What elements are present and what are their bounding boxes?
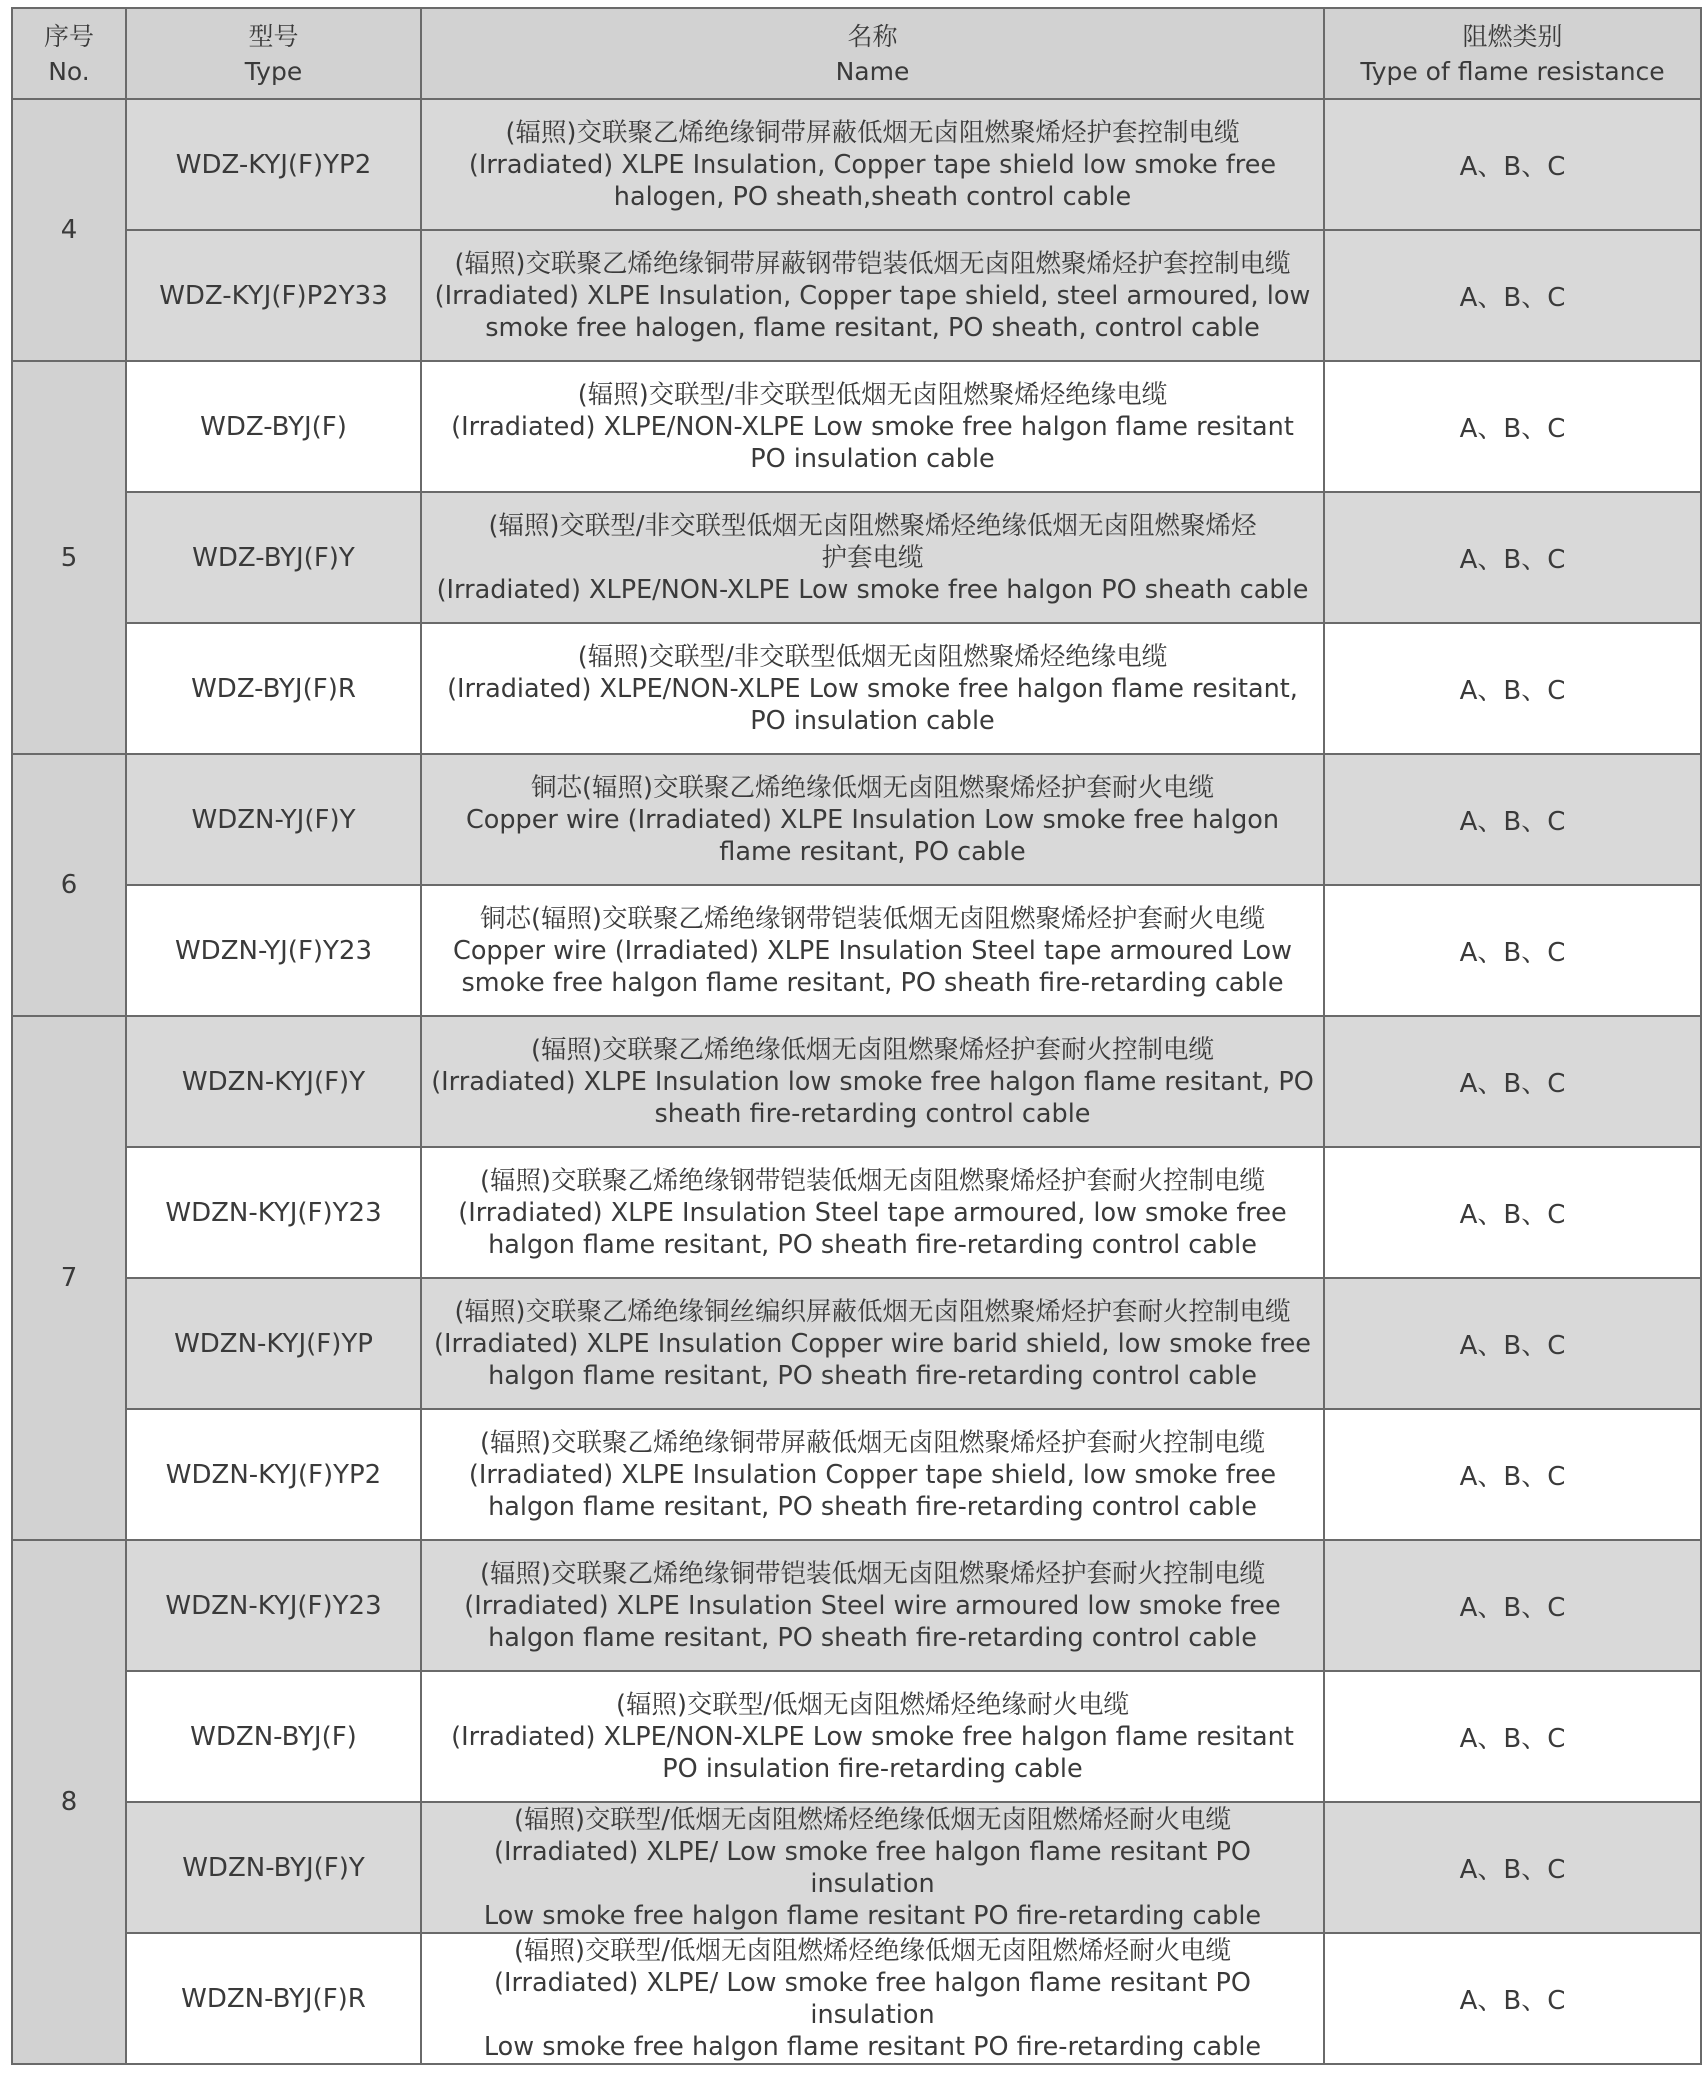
name-cell	[421, 99, 1324, 230]
cable-spec-table	[11, 7, 1702, 2065]
name-line: (辐照)交联聚乙烯绝缘铜带屏蔽低烟无卤阻燃聚烯烃护套耐火控制电缆	[480, 1427, 1265, 1458]
name-line: (Irradiated) XLPE/NON-XLPE Low smoke free halgon flame resitant,	[447, 673, 1298, 704]
name-line: (Irradiated) XLPE Insulation Copper wire barid shield, low smoke free	[434, 1328, 1311, 1359]
table-row	[12, 1540, 1701, 1671]
name-line: PO insulation cable	[750, 443, 995, 474]
name-cell	[421, 361, 1324, 492]
name-line: (辐照)交联聚乙烯绝缘铜带屏蔽钢带铠装低烟无卤阻燃聚烯烃护套控制电缆	[454, 248, 1291, 279]
name-cell	[421, 623, 1324, 754]
name-line: (辐照)交联聚乙烯绝缘钢带铠装低烟无卤阻燃聚烯烃护套耐火控制电缆	[480, 1165, 1265, 1196]
header-no-en: No.	[48, 56, 90, 86]
header-type-en: Type	[244, 56, 303, 86]
name-line: PO insulation fire-retarding cable	[662, 1753, 1083, 1784]
name-cell	[421, 1933, 1324, 2064]
flame-cell: A、B、C	[1324, 1933, 1701, 2064]
group-number: 6	[12, 754, 126, 1016]
table-row	[12, 492, 1701, 623]
table-row	[12, 1933, 1701, 2064]
table-row	[12, 1278, 1701, 1409]
name-cell	[421, 885, 1324, 1016]
name-line: (辐照)交联聚乙烯绝缘铜丝编织屏蔽低烟无卤阻燃聚烯烃护套耐火控制电缆	[454, 1296, 1291, 1327]
name-line: (Irradiated) XLPE/ Low smoke free halgon flame resitant PO insulation	[494, 1836, 1251, 1899]
type-cell: WDZ-BYJ(F)	[126, 361, 421, 492]
group-number: 8	[12, 1540, 126, 2064]
flame-cell: A、B、C	[1324, 230, 1701, 361]
name-line: (Irradiated) XLPE/NON-XLPE Low smoke free halgon flame resitant	[451, 1721, 1294, 1752]
header-name-en: Name	[835, 56, 910, 86]
type-cell: WDZ-BYJ(F)Y	[126, 492, 421, 623]
type-cell: WDZN-BYJ(F)R	[126, 1933, 421, 2064]
name-line: (辐照)交联聚乙烯绝缘铜带屏蔽低烟无卤阻燃聚烯烃护套控制电缆	[505, 117, 1240, 148]
name-line: (Irradiated) XLPE/ Low smoke free halgon flame resitant PO insulation	[494, 1967, 1251, 2030]
name-line: (Irradiated) XLPE Insulation Copper tape shield, low smoke free	[468, 1459, 1277, 1490]
name-line: Copper wire (Irradiated) XLPE Insulation Low smoke free halgon	[465, 804, 1280, 835]
name-line: PO insulation cable	[750, 705, 995, 736]
name-line: Copper wire (Irradiated) XLPE Insulation Steel tape armoured Low	[453, 935, 1292, 966]
name-cell	[421, 1016, 1324, 1147]
header-type	[126, 8, 421, 99]
table-row	[12, 1016, 1701, 1147]
flame-cell: A、B、C	[1324, 1016, 1701, 1147]
name-line: (辐照)交联型/低烟无卤阻燃烯烃绝缘耐火电缆	[616, 1689, 1129, 1720]
name-line: halgon flame resitant, PO sheath fire-retarding control cable	[488, 1229, 1257, 1260]
header-flame	[1324, 8, 1701, 99]
group-number: 7	[12, 1016, 126, 1540]
name-cell	[421, 1671, 1324, 1802]
flame-cell: A、B、C	[1324, 1802, 1701, 1933]
flame-cell: A、B、C	[1324, 1409, 1701, 1540]
flame-cell: A、B、C	[1324, 885, 1701, 1016]
name-line: halgon flame resitant, PO sheath fire-retarding control cable	[488, 1491, 1257, 1522]
table-row	[12, 623, 1701, 754]
flame-cell: A、B、C	[1324, 492, 1701, 623]
table-header-row	[12, 8, 1701, 99]
name-line: 铜芯(辐照)交联聚乙烯绝缘钢带铠装低烟无卤阻燃聚烯烃护套耐火电缆	[480, 903, 1265, 934]
header-flame-cn: 阻燃类别	[1462, 21, 1563, 51]
name-cell	[421, 754, 1324, 885]
name-line: (Irradiated) XLPE Insulation Steel tape armoured, low smoke free	[458, 1197, 1287, 1228]
flame-cell: A、B、C	[1324, 361, 1701, 492]
table-row	[12, 1409, 1701, 1540]
flame-cell: A、B、C	[1324, 754, 1701, 885]
name-cell	[421, 1147, 1324, 1278]
name-line: (辐照)交联型/低烟无卤阻燃烯烃绝缘低烟无卤阻燃烯烃耐火电缆	[514, 1804, 1231, 1835]
name-cell	[421, 1409, 1324, 1540]
type-cell: WDZN-KYJ(F)YP	[126, 1278, 421, 1409]
table-row	[12, 99, 1701, 230]
flame-cell: A、B、C	[1324, 1278, 1701, 1409]
name-cell	[421, 1278, 1324, 1409]
flame-cell: A、B、C	[1324, 1671, 1701, 1802]
table-row	[12, 230, 1701, 361]
type-cell: WDZN-BYJ(F)Y	[126, 1802, 421, 1933]
header-no	[12, 8, 126, 99]
type-cell: WDZ-BYJ(F)R	[126, 623, 421, 754]
header-no-cn: 序号	[43, 21, 94, 51]
flame-cell: A、B、C	[1324, 1147, 1701, 1278]
group-number: 4	[12, 99, 126, 361]
type-cell: WDZN-KYJ(F)Y23	[126, 1147, 421, 1278]
name-line: (Irradiated) XLPE/NON-XLPE Low smoke free halgon flame resitant	[451, 411, 1294, 442]
name-line: smoke free halogen, flame resitant, PO sheath, control cable	[485, 312, 1260, 343]
name-line: (辐照)交联型/非交联型低烟无卤阻燃聚烯烃绝缘低烟无卤阻燃聚烯烃	[488, 510, 1257, 541]
group-number: 5	[12, 361, 126, 754]
name-line: halgon flame resitant, PO sheath fire-retarding control cable	[488, 1622, 1257, 1653]
name-line: (Irradiated) XLPE/NON-XLPE Low smoke free halgon PO sheath cable	[436, 574, 1309, 605]
name-line: 铜芯(辐照)交联聚乙烯绝缘低烟无卤阻燃聚烯烃护套耐火电缆	[531, 772, 1214, 803]
type-cell: WDZN-KYJ(F)Y	[126, 1016, 421, 1147]
type-cell: WDZN-YJ(F)Y23	[126, 885, 421, 1016]
header-type-cn: 型号	[248, 21, 299, 51]
table-row	[12, 1671, 1701, 1802]
name-line: Low smoke free halgon flame resitant PO fire-retarding cable	[483, 2031, 1262, 2062]
name-line: smoke free halgon flame resitant, PO sheath fire-retarding cable	[461, 967, 1284, 998]
name-line: (辐照)交联型/非交联型低烟无卤阻燃聚烯烃绝缘电缆	[577, 379, 1168, 410]
flame-cell: A、B、C	[1324, 623, 1701, 754]
name-cell	[421, 1540, 1324, 1671]
name-line: halogen, PO sheath,sheath control cable	[613, 181, 1132, 212]
name-line: (Irradiated) XLPE Insulation low smoke free halgon flame resitant, PO	[431, 1066, 1314, 1097]
name-line: (辐照)交联聚乙烯绝缘低烟无卤阻燃聚烯烃护套耐火控制电缆	[531, 1034, 1214, 1065]
header-flame-en: Type of flame resistance	[1360, 56, 1665, 86]
name-line: (辐照)交联型/非交联型低烟无卤阻燃聚烯烃绝缘电缆	[577, 641, 1168, 672]
type-cell: WDZ-KYJ(F)P2Y33	[126, 230, 421, 361]
type-cell: WDZN-KYJ(F)Y23	[126, 1540, 421, 1671]
name-line: (辐照)交联聚乙烯绝缘铜带铠装低烟无卤阻燃聚烯烃护套耐火控制电缆	[480, 1558, 1265, 1589]
table-row	[12, 361, 1701, 492]
type-cell: WDZN-BYJ(F)	[126, 1671, 421, 1802]
flame-cell: A、B、C	[1324, 99, 1701, 230]
type-cell: WDZN-KYJ(F)YP2	[126, 1409, 421, 1540]
name-line: 护套电缆	[821, 542, 924, 573]
name-line: Low smoke free halgon flame resitant PO fire-retarding cable	[483, 1900, 1262, 1931]
header-name-cn: 名称	[847, 21, 898, 51]
flame-cell: A、B、C	[1324, 1540, 1701, 1671]
name-cell	[421, 492, 1324, 623]
name-line: (辐照)交联型/低烟无卤阻燃烯烃绝缘低烟无卤阻燃烯烃耐火电缆	[514, 1935, 1231, 1966]
name-cell	[421, 1802, 1324, 1933]
name-line: (Irradiated) XLPE Insulation Steel wire armoured low smoke free	[464, 1590, 1281, 1621]
table-row	[12, 754, 1701, 885]
name-line: (Irradiated) XLPE Insulation, Copper tape shield, steel armoured, low	[434, 280, 1311, 311]
name-line: halgon flame resitant, PO sheath fire-retarding control cable	[488, 1360, 1257, 1391]
table-row	[12, 1147, 1701, 1278]
name-line: sheath fire-retarding control cable	[654, 1098, 1091, 1129]
header-name	[421, 8, 1324, 99]
table-row	[12, 885, 1701, 1016]
type-cell: WDZN-YJ(F)Y	[126, 754, 421, 885]
name-cell	[421, 230, 1324, 361]
name-line: flame resitant, PO cable	[719, 836, 1026, 867]
type-cell: WDZ-KYJ(F)YP2	[126, 99, 421, 230]
table-row	[12, 1802, 1701, 1933]
name-line: (Irradiated) XLPE Insulation, Copper tape shield low smoke free	[468, 149, 1277, 180]
